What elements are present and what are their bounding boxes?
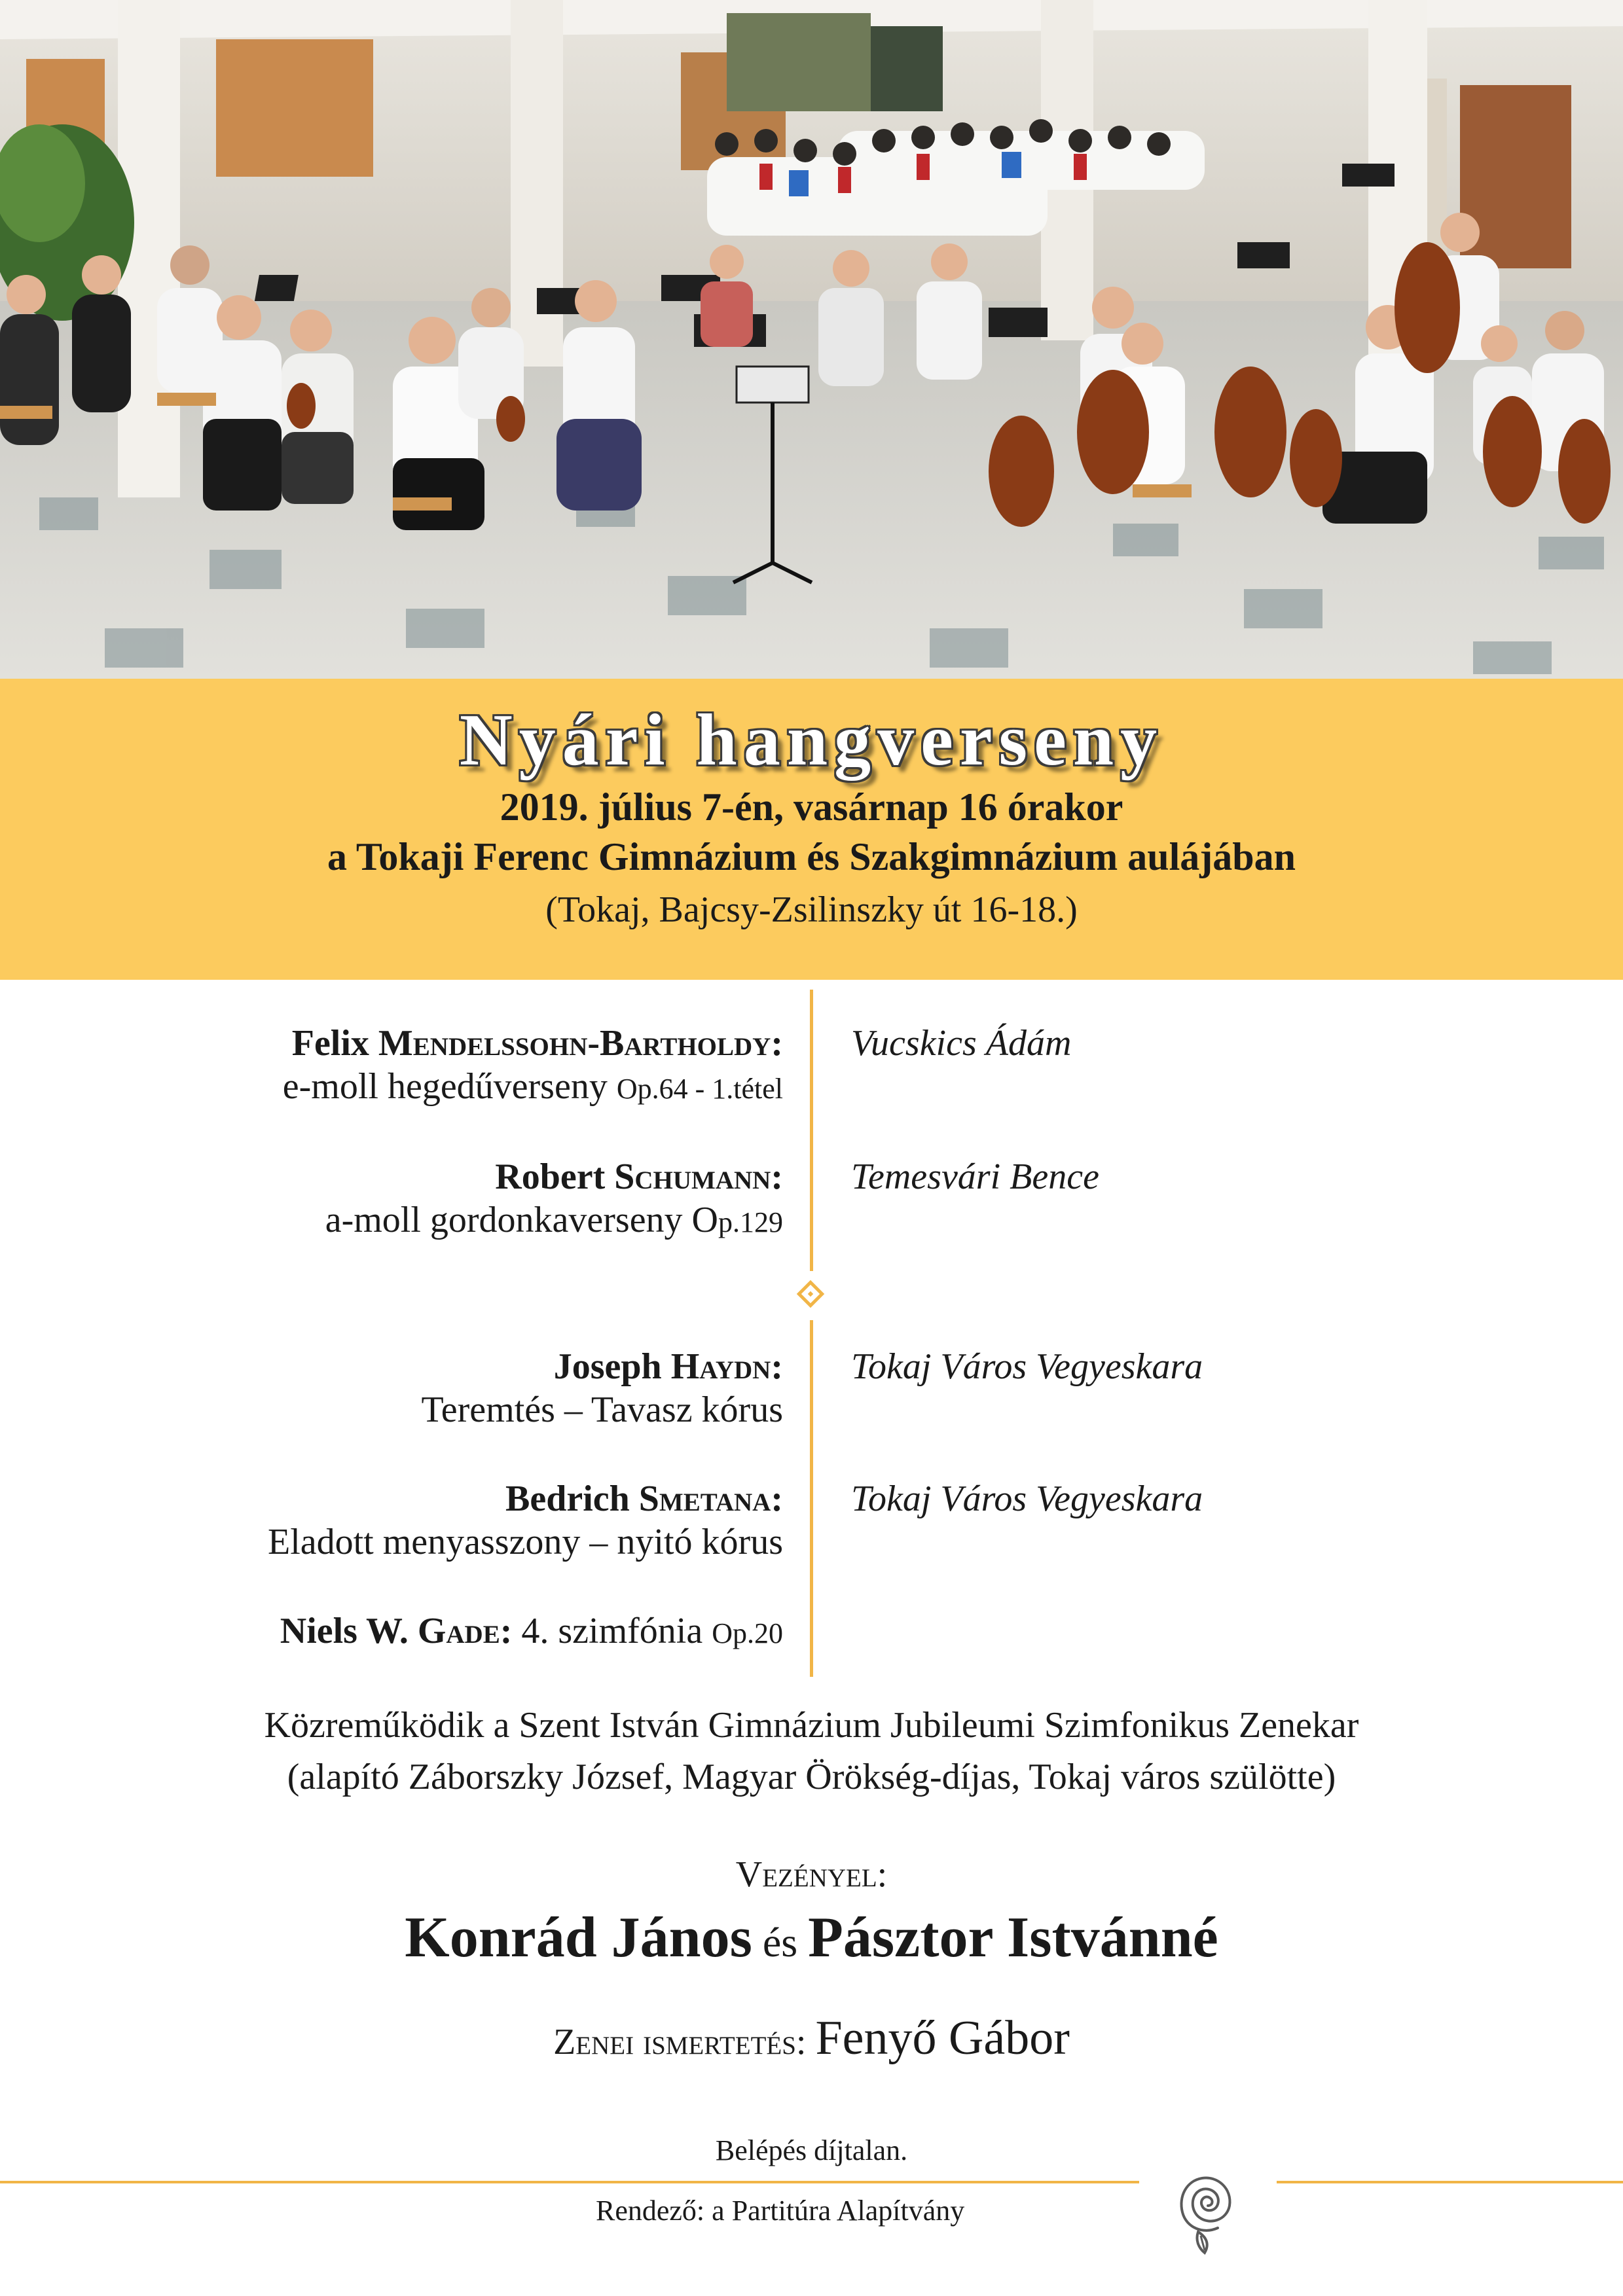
foundation-spiral-logo-icon: [1172, 2160, 1244, 2258]
music-description: Zenei ismertetés: Fenyő Gábor: [553, 2011, 1070, 2065]
address-line: (Tokaj, Bajcsy-Zsilinszky út 16-18.): [545, 889, 1078, 930]
performer-name: Temesvári Bence: [851, 1157, 1099, 1197]
composer-name: Felix Mendelssohn-Bartholdy:: [291, 1023, 783, 1064]
composer-and-work: Niels W. Gade: 4. szimfónia Op.20: [280, 1611, 783, 1651]
footer-line-right: [1277, 2181, 1623, 2183]
composer-name: Robert Schumann:: [495, 1157, 783, 1197]
concert-title: Nyári hangverseny: [459, 700, 1164, 781]
header-band: [0, 679, 1623, 980]
collaboration-line-2: (alapító Záborszky József, Magyar Örökség-díjas, Tokaj város szülötte): [287, 1757, 1336, 1797]
entry-note: Belépés díjtalan.: [715, 2134, 908, 2166]
organizer-line: Rendező: a Partitúra Alapítvány: [596, 2195, 965, 2227]
program-item-gade: [280, 1610, 783, 1653]
program-item-haydn: [421, 1346, 783, 1431]
performer-name: Tokaj Város Vegyeskara: [851, 1346, 1203, 1387]
date-line: 2019. július 7-én, vasárnap 16 órakor: [500, 785, 1123, 829]
performer-name: Vucskics Ádám: [851, 1023, 1072, 1064]
composer-name: Joseph Haydn:: [553, 1346, 783, 1387]
concert-photo: [0, 0, 1623, 679]
conductor-names: Konrád János és Pásztor Istvánné: [405, 1906, 1218, 1969]
work-title: Eladott menyasszony – nyitó kórus: [267, 1521, 783, 1562]
collaboration-line-1: Közreműködik a Szent István Gimnázium Jubileumi Szimfonikus Zenekar: [264, 1705, 1359, 1746]
work-title: a-moll gordonkaverseny Op.129: [325, 1199, 783, 1240]
composer-name: Bedrich Smetana:: [505, 1479, 783, 1519]
venue-line: a Tokaji Ferenc Gimnázium és Szakgimnázium aulájában: [327, 835, 1296, 878]
footer-line-left: [0, 2181, 1139, 2183]
divider-line-top: [810, 990, 813, 1271]
diamond-ornament-icon: [797, 1280, 824, 1308]
performer-name: Tokaj Város Vegyeskara: [851, 1479, 1203, 1519]
program-item-schumann: [325, 1156, 783, 1242]
work-title: e-moll hegedűverseny Op.64 - 1.tétel: [282, 1066, 783, 1107]
program-item-mendelssohn: [283, 1022, 783, 1108]
program-item-smetana: [268, 1478, 783, 1564]
work-title: Teremtés – Tavasz kórus: [421, 1389, 783, 1430]
conductor-label: Vezényel:: [735, 1854, 888, 1895]
divider-line-bottom: [810, 1320, 813, 1677]
